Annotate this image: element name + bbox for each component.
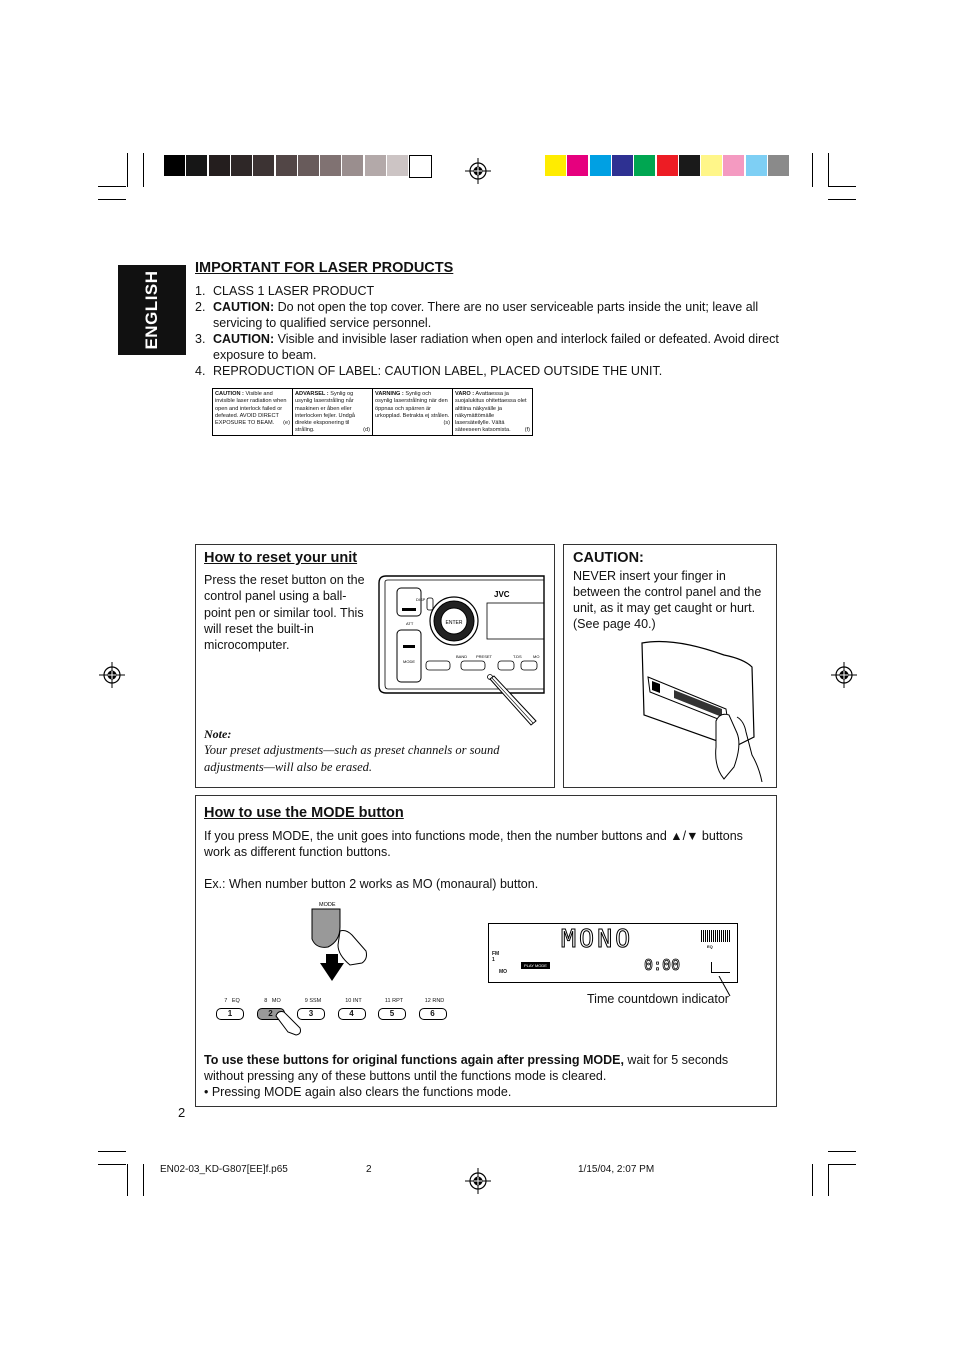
number-buttons <box>216 998 456 1038</box>
color-swatch <box>365 155 386 176</box>
mode-button-caption: MODE <box>319 902 336 908</box>
list-number: 3. <box>195 332 206 346</box>
label-cell-text: Synlig og usynlig laserstråling når maskinen er åben eller interlocken fejler. Undgå direkte eksponering til stråling. <box>295 391 356 434</box>
color-swatch <box>612 155 633 176</box>
lcd-preset: 1 <box>492 957 495 963</box>
button-function-label: 9 SSM <box>304 998 322 1004</box>
mode-instruction-bold: To use these buttons for original functions again after pressing MODE, <box>204 1053 624 1067</box>
caution-word: CAUTION: <box>213 300 275 314</box>
color-swatch <box>387 155 408 176</box>
registration-mark-icon <box>465 158 491 184</box>
color-swatch <box>342 155 363 176</box>
color-swatch <box>253 155 274 176</box>
caution-heading: CAUTION: <box>573 550 644 566</box>
lcd-playmode: PLAY MODE <box>521 962 550 969</box>
footer-page: 2 <box>366 1164 372 1175</box>
color-swatch <box>657 155 678 176</box>
list-text: CLASS 1 LASER PRODUCT <box>213 284 375 298</box>
color-swatch <box>186 155 207 176</box>
tds-label: T.DS <box>513 654 522 659</box>
mode-bullet: • Pressing MODE again also clears the functions mode. <box>204 1085 512 1099</box>
finger-warning-illustration <box>634 637 769 782</box>
label-cell-title: VARNING : <box>375 391 404 397</box>
label-cell-title: CAUTION : <box>215 391 244 397</box>
registration-mark-icon <box>99 662 125 688</box>
reset-panel <box>195 544 555 788</box>
note-text: Your preset adjustments—such as preset channels or sound adjustments—will also be erased. <box>204 743 500 774</box>
list-number: 4. <box>195 364 206 378</box>
att-label: ATT <box>406 621 414 626</box>
label-cell-code: (s) <box>443 420 450 427</box>
laser-list-item <box>195 283 785 299</box>
number-button-5[interactable]: 5 <box>378 1008 406 1020</box>
list-text: Visible and invisible laser radiation when open and interlock failed or defeated. Avoid direct exposure to beam. <box>213 332 779 362</box>
mode-button-press-illustration <box>306 899 376 984</box>
disp-label: DISP <box>416 597 426 602</box>
mo-label-small: MO <box>533 654 540 659</box>
number-button-2[interactable]: 2 <box>257 1008 285 1020</box>
label-cell-title: ADVARSEL : <box>295 391 329 397</box>
laser-list <box>195 283 785 379</box>
color-swatch <box>679 155 700 176</box>
color-swatch <box>209 155 230 176</box>
page-number: 2 <box>178 1105 186 1120</box>
mode-label-small: MODE <box>403 659 415 664</box>
number-button-6[interactable]: 6 <box>419 1008 447 1020</box>
lcd-eq: EQ <box>707 944 713 949</box>
color-swatch <box>231 155 252 176</box>
number-button-1[interactable]: 1 <box>216 1008 244 1020</box>
registration-mark-icon <box>465 1168 491 1194</box>
lcd-mo: MO <box>499 969 508 975</box>
label-cell-text: Synlig och osynlig laserstrålning när den öppnas och spärren är urkopplad. Betrakta ej strålen. <box>375 391 450 419</box>
button-function-label: 11 RPT <box>384 998 404 1004</box>
label-cell-title: VARO : <box>455 391 475 397</box>
list-text: Do not open the top cover. There are no user serviceable parts inside the unit; leave all servicing to qualified service personnel. <box>213 300 759 330</box>
label-cell-code: (f) <box>524 427 530 434</box>
mode-instruction-rest: wait for 5 seconds without pressing any of these buttons until the functions mode is cleared. <box>204 1053 729 1084</box>
mode-instruction <box>204 1052 764 1085</box>
list-text: REPRODUCTION OF LABEL: CAUTION LABEL, PLACED OUTSIDE THE UNIT. <box>213 364 663 378</box>
mode-panel <box>195 795 777 1107</box>
eq-bars-icon <box>701 930 731 942</box>
button-function-label: 7 EQ <box>224 998 240 1004</box>
label-cell <box>453 389 532 435</box>
color-swatch <box>701 155 722 176</box>
reset-body: Press the reset button on the control panel using a ball-point pen or similar tool. This will reset the built-in microcomputer. <box>204 573 365 653</box>
countdown-indicator-icon <box>711 962 730 973</box>
color-swatch <box>276 155 297 176</box>
finger-pressing-icon <box>274 1010 304 1036</box>
list-number: 1. <box>195 284 206 298</box>
caution-label-reproduction <box>212 388 533 436</box>
preset-label: PRESET <box>476 654 493 659</box>
lcd-time: 0:00 <box>644 956 681 974</box>
color-swatch <box>298 155 319 176</box>
reset-heading: How to reset your unit <box>204 550 358 566</box>
label-cell-text: Visible and invisible laser radiation when open and interlock failed or defeated. AVOID DIRECT EXPOSURE TO BEAM. <box>215 391 287 427</box>
label-cell <box>213 389 293 435</box>
caution-word: CAUTION: <box>213 332 275 346</box>
lcd-main-text: MONO <box>561 924 634 953</box>
lcd-display <box>488 923 738 983</box>
laser-list-item <box>195 331 785 363</box>
laser-heading: IMPORTANT FOR LASER PRODUCTS <box>195 260 454 276</box>
control-panel-illustration <box>376 573 546 733</box>
color-swatch <box>634 155 655 176</box>
button-function-label: 8 MO <box>264 998 281 1004</box>
language-tab-label: ENGLISH <box>142 270 161 350</box>
color-swatch <box>590 155 611 176</box>
knob-label: ENTER <box>445 620 463 626</box>
mode-example: Ex.: When number button 2 works as MO (monaural) button. <box>204 877 539 891</box>
color-swatch <box>164 155 185 176</box>
registration-mark-icon <box>831 662 857 688</box>
number-button-3[interactable]: 3 <box>297 1008 325 1020</box>
language-tab <box>118 265 186 355</box>
color-swatch <box>768 155 789 176</box>
band-label: BAND <box>456 654 468 659</box>
list-number: 2. <box>195 300 206 314</box>
number-button-4[interactable]: 4 <box>338 1008 366 1020</box>
color-swatch <box>723 155 744 176</box>
label-cell-code: (e) <box>283 420 290 427</box>
mode-intro: If you press MODE, the unit goes into functions mode, then the number buttons and ▲/▼ buttons work as different function buttons. <box>204 829 743 860</box>
color-swatch <box>320 155 341 176</box>
caution-body: NEVER insert your finger in between the control panel and the unit, as it may get caught or hurt. (See page 40.) <box>573 569 762 631</box>
footer-file: EN02-03_KD-G807[EE]f.p65 <box>160 1164 288 1175</box>
color-swatch <box>545 155 566 176</box>
label-cell-code: (d) <box>363 427 370 434</box>
note-title: Note: <box>204 727 232 741</box>
button-function-label: 12 RND <box>424 998 445 1004</box>
color-swatch <box>409 155 432 178</box>
label-cell <box>293 389 373 435</box>
footer-date: 1/15/04, 2:07 PM <box>578 1164 655 1175</box>
label-cell-text: Avattaessa ja suojalukitus ohitettaessa olet alttiina näkyvälle ja näkymättömälle lasersäteilylle. Vältä säteeseen katsomista. <box>455 391 527 434</box>
laser-list-item <box>195 299 785 331</box>
brand-logo: JVC <box>494 590 510 599</box>
mode-heading: How to use the MODE button <box>204 805 404 821</box>
time-countdown-caption: Time countdown indicator <box>587 992 729 1006</box>
label-cell <box>373 389 453 435</box>
caution-panel <box>563 544 777 788</box>
lcd-band: FM <box>492 951 500 957</box>
color-swatch <box>746 155 767 176</box>
button-function-label: 10 INT <box>345 998 362 1004</box>
color-swatch <box>567 155 588 176</box>
laser-list-item <box>195 363 785 379</box>
